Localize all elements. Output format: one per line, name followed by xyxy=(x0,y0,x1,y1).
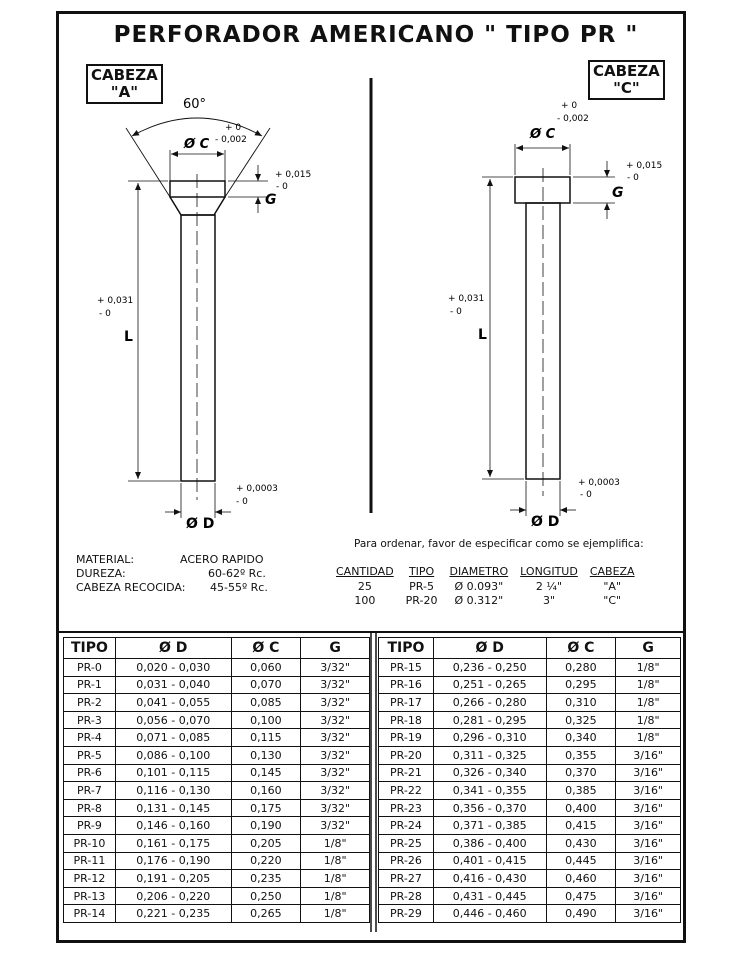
cell-diameter-d: 0,281 - 0,295 xyxy=(433,711,546,729)
cell-diameter-d: 0,236 - 0,250 xyxy=(433,659,546,677)
cell-tipo: PR-13 xyxy=(64,887,116,905)
cell-g: 3/16" xyxy=(616,852,681,870)
cell-tipo: PR-7 xyxy=(64,782,116,800)
cell-tipo: PR-11 xyxy=(64,852,116,870)
cell-g: 1/8" xyxy=(616,694,681,712)
g-label-a: G xyxy=(265,192,277,208)
dc-tol-minus-c: - 0,002 xyxy=(557,114,589,124)
cell-tipo: PR-3 xyxy=(64,711,116,729)
cell-g: 1/8" xyxy=(301,905,370,923)
cell-g: 1/8" xyxy=(301,870,370,888)
table-row xyxy=(379,711,681,729)
cell-diameter-c: 0,235 xyxy=(231,870,301,888)
head-c-type: "C" xyxy=(613,79,640,97)
table-row xyxy=(64,870,370,888)
dc-tol-plus-a: + 0 xyxy=(225,123,242,133)
angle-label: 60° xyxy=(183,97,207,112)
dd-tol-minus-a: - 0 xyxy=(236,497,248,507)
table-row xyxy=(64,729,370,747)
cell-g: 1/8" xyxy=(301,852,370,870)
table-row xyxy=(379,694,681,712)
cell-diameter-c: 0,490 xyxy=(546,905,616,923)
l-tol-plus-c: + 0,031 xyxy=(448,294,485,304)
cell-diameter-c: 0,265 xyxy=(231,905,301,923)
cell-tipo: PR-29 xyxy=(379,905,434,923)
table-row xyxy=(64,764,370,782)
cell-g: 1/8" xyxy=(301,887,370,905)
cell-g: 3/16" xyxy=(616,746,681,764)
cell-diameter-d: 0,206 - 0,220 xyxy=(115,887,231,905)
cell-diameter-c: 0,415 xyxy=(546,817,616,835)
cell-tipo: PR-16 xyxy=(379,676,434,694)
punch-head-c-drawing xyxy=(515,177,570,479)
cell-g: 3/16" xyxy=(616,782,681,800)
cell-g: 3/16" xyxy=(616,834,681,852)
header-diameter-d: Ø D xyxy=(115,638,231,659)
cell-diameter-d: 0,296 - 0,310 xyxy=(433,729,546,747)
cell-diameter-d: 0,311 - 0,325 xyxy=(433,746,546,764)
dd-tol-plus-c: + 0,0003 xyxy=(578,478,620,488)
order-cell: PR-5 xyxy=(409,579,434,593)
cell-diameter-c: 0,295 xyxy=(546,676,616,694)
g-label-c: G xyxy=(612,185,624,201)
l-tol-plus-a: + 0,031 xyxy=(97,296,134,306)
order-note: Para ordenar, favor de especificar como se ejemplifica: xyxy=(354,538,644,550)
cone-a-shape xyxy=(170,197,225,215)
cell-g: 3/32" xyxy=(301,729,370,747)
cell-diameter-c: 0,220 xyxy=(231,852,301,870)
cell-diameter-c: 0,430 xyxy=(546,834,616,852)
header-diameter-d: Ø D xyxy=(433,638,546,659)
header-g: G xyxy=(616,638,681,659)
angle-line-left xyxy=(126,128,170,197)
table-row xyxy=(64,676,370,694)
cell-tipo: PR-18 xyxy=(379,711,434,729)
cell-diameter-d: 0,356 - 0,370 xyxy=(433,799,546,817)
order-cell: 2 ¼" xyxy=(535,579,563,593)
table-row xyxy=(64,746,370,764)
table-row xyxy=(64,711,370,729)
cell-tipo: PR-25 xyxy=(379,834,434,852)
header-g: G xyxy=(301,638,370,659)
cell-diameter-c: 0,070 xyxy=(231,676,301,694)
head-c-shape xyxy=(515,177,570,203)
cell-diameter-c: 0,445 xyxy=(546,852,616,870)
cell-diameter-d: 0,161 - 0,175 xyxy=(115,834,231,852)
l-tol-minus-a: - 0 xyxy=(99,309,111,319)
table-row xyxy=(379,659,681,677)
g-tol-minus-c: - 0 xyxy=(627,173,639,183)
spec-table-right xyxy=(378,637,681,923)
g-tol-plus-a: + 0,015 xyxy=(275,170,312,180)
cell-tipo: PR-27 xyxy=(379,870,434,888)
cell-diameter-c: 0,160 xyxy=(231,782,301,800)
cell-diameter-c: 0,280 xyxy=(546,659,616,677)
head-c-label: CABEZA xyxy=(593,62,660,80)
cell-g: 3/32" xyxy=(301,694,370,712)
cell-tipo: PR-19 xyxy=(379,729,434,747)
dc-label-a: Ø C xyxy=(184,137,210,152)
dd-label-a: Ø D xyxy=(186,516,215,532)
table-row xyxy=(379,834,681,852)
cell-tipo: PR-22 xyxy=(379,782,434,800)
cell-g: 1/8" xyxy=(616,711,681,729)
head-a-type: "A" xyxy=(110,83,139,101)
cell-diameter-d: 0,056 - 0,070 xyxy=(115,711,231,729)
cell-diameter-c: 0,325 xyxy=(546,711,616,729)
head-a-shape xyxy=(170,181,225,197)
angle-arc xyxy=(132,118,262,136)
cell-tipo: PR-17 xyxy=(379,694,434,712)
table-row xyxy=(379,676,681,694)
cell-tipo: PR-12 xyxy=(64,870,116,888)
cell-tipo: PR-0 xyxy=(64,659,116,677)
cabeza-recocida-label: CABEZA RECOCIDA: xyxy=(76,581,186,594)
cell-diameter-c: 0,175 xyxy=(231,799,301,817)
table-row xyxy=(379,729,681,747)
cell-g: 1/8" xyxy=(301,834,370,852)
cell-diameter-d: 0,071 - 0,085 xyxy=(115,729,231,747)
header-diameter-c: Ø C xyxy=(231,638,301,659)
table-row xyxy=(64,694,370,712)
cell-diameter-d: 0,116 - 0,130 xyxy=(115,782,231,800)
cell-diameter-d: 0,020 - 0,030 xyxy=(115,659,231,677)
cell-diameter-c: 0,340 xyxy=(546,729,616,747)
g-tol-minus-a: - 0 xyxy=(276,182,288,192)
cell-g: 3/16" xyxy=(616,905,681,923)
table-row xyxy=(379,746,681,764)
cell-tipo: PR-23 xyxy=(379,799,434,817)
cell-tipo: PR-5 xyxy=(64,746,116,764)
table-row xyxy=(64,887,370,905)
material-label: MATERIAL: xyxy=(76,553,135,566)
table-row xyxy=(64,817,370,835)
cell-tipo: PR-2 xyxy=(64,694,116,712)
cell-diameter-d: 0,266 - 0,280 xyxy=(433,694,546,712)
cell-diameter-d: 0,251 - 0,265 xyxy=(433,676,546,694)
dd-tol-minus-c: - 0 xyxy=(580,490,592,500)
table-row xyxy=(379,852,681,870)
cell-g: 3/32" xyxy=(301,782,370,800)
dd-tol-plus-a: + 0,0003 xyxy=(236,484,278,494)
spec-table-left xyxy=(63,637,370,923)
cell-diameter-c: 0,250 xyxy=(231,887,301,905)
order-cell: "C" xyxy=(603,593,622,607)
dc-tol-minus-a: - 0,002 xyxy=(215,135,247,145)
cell-tipo: PR-9 xyxy=(64,817,116,835)
cell-diameter-d: 0,101 - 0,115 xyxy=(115,764,231,782)
cabeza-recocida-value: 45-55º Rc. xyxy=(210,581,268,594)
order-header-tipo: TIPO xyxy=(408,564,435,578)
cell-diameter-c: 0,370 xyxy=(546,764,616,782)
cell-g: 3/32" xyxy=(301,659,370,677)
order-cell: Ø 0.093" xyxy=(454,579,504,593)
order-cell: Ø 0.312" xyxy=(454,593,504,607)
order-header-cabeza: CABEZA xyxy=(589,564,635,578)
cell-g: 3/16" xyxy=(616,799,681,817)
l-label-c: L xyxy=(478,327,487,343)
cell-diameter-c: 0,460 xyxy=(546,870,616,888)
cell-g: 1/8" xyxy=(616,729,681,747)
cell-diameter-c: 0,475 xyxy=(546,887,616,905)
cell-g: 3/16" xyxy=(616,764,681,782)
cell-diameter-c: 0,130 xyxy=(231,746,301,764)
cell-diameter-c: 0,205 xyxy=(231,834,301,852)
header-diameter-c: Ø C xyxy=(546,638,616,659)
table-row xyxy=(379,799,681,817)
cell-diameter-d: 0,401 - 0,415 xyxy=(433,852,546,870)
head-a-label: CABEZA xyxy=(91,66,158,84)
cell-diameter-c: 0,085 xyxy=(231,694,301,712)
dd-label-c: Ø D xyxy=(531,514,560,530)
table-row xyxy=(64,799,370,817)
cell-diameter-c: 0,385 xyxy=(546,782,616,800)
cell-g: 3/32" xyxy=(301,746,370,764)
order-header-longitud: LONGITUD xyxy=(520,564,578,578)
cell-tipo: PR-15 xyxy=(379,659,434,677)
cell-tipo: PR-1 xyxy=(64,676,116,694)
order-header-diametro: DIAMETRO xyxy=(449,564,509,578)
table-row xyxy=(379,764,681,782)
g-tol-plus-c: + 0,015 xyxy=(626,161,663,171)
punch-head-a-drawing xyxy=(170,181,225,481)
table-row xyxy=(379,782,681,800)
table-row xyxy=(64,905,370,923)
cell-diameter-c: 0,115 xyxy=(231,729,301,747)
cell-diameter-c: 0,355 xyxy=(546,746,616,764)
order-cell: 3" xyxy=(542,593,556,607)
order-header-cantidad: CANTIDAD xyxy=(336,564,394,578)
cell-tipo: PR-20 xyxy=(379,746,434,764)
cell-diameter-d: 0,191 - 0,205 xyxy=(115,870,231,888)
cell-tipo: PR-6 xyxy=(64,764,116,782)
cell-g: 3/16" xyxy=(616,870,681,888)
cell-g: 3/32" xyxy=(301,711,370,729)
cell-tipo: PR-4 xyxy=(64,729,116,747)
cell-g: 1/8" xyxy=(616,676,681,694)
order-row xyxy=(330,593,641,607)
order-example-table xyxy=(330,563,641,607)
cell-diameter-c: 0,060 xyxy=(231,659,301,677)
order-cell: 100 xyxy=(354,593,376,607)
cell-diameter-d: 0,176 - 0,190 xyxy=(115,852,231,870)
cell-diameter-c: 0,100 xyxy=(231,711,301,729)
dureza-label: DUREZA: xyxy=(76,567,126,580)
cell-diameter-d: 0,326 - 0,340 xyxy=(433,764,546,782)
cell-tipo: PR-26 xyxy=(379,852,434,870)
table-row xyxy=(64,782,370,800)
cell-tipo: PR-8 xyxy=(64,799,116,817)
cell-diameter-d: 0,341 - 0,355 xyxy=(433,782,546,800)
cell-diameter-c: 0,145 xyxy=(231,764,301,782)
cell-diameter-d: 0,371 - 0,385 xyxy=(433,817,546,835)
cell-tipo: PR-24 xyxy=(379,817,434,835)
cell-tipo: PR-21 xyxy=(379,764,434,782)
cell-g: 3/32" xyxy=(301,764,370,782)
cell-diameter-d: 0,221 - 0,235 xyxy=(115,905,231,923)
dureza-value: 60-62º Rc. xyxy=(208,567,266,580)
table-row xyxy=(379,870,681,888)
cell-tipo: PR-28 xyxy=(379,887,434,905)
page-title: PERFORADOR AMERICANO " TIPO PR " xyxy=(113,22,639,48)
order-cell: PR-20 xyxy=(405,593,438,607)
cell-diameter-d: 0,146 - 0,160 xyxy=(115,817,231,835)
cell-diameter-c: 0,310 xyxy=(546,694,616,712)
order-cell: "A" xyxy=(603,579,622,593)
dc-label-c: Ø C xyxy=(530,127,556,142)
material-info xyxy=(76,553,268,595)
table-row xyxy=(379,905,681,923)
cell-g: 3/32" xyxy=(301,676,370,694)
cell-diameter-d: 0,386 - 0,400 xyxy=(433,834,546,852)
cell-tipo: PR-14 xyxy=(64,905,116,923)
shank-a-shape xyxy=(181,215,215,481)
cell-diameter-c: 0,190 xyxy=(231,817,301,835)
material-value: ACERO RAPIDO xyxy=(180,553,264,566)
cell-diameter-d: 0,131 - 0,145 xyxy=(115,799,231,817)
cell-tipo: PR-10 xyxy=(64,834,116,852)
l-tol-minus-c: - 0 xyxy=(450,307,462,317)
header-tipo: TIPO xyxy=(64,638,116,659)
cell-diameter-d: 0,031 - 0,040 xyxy=(115,676,231,694)
cell-diameter-d: 0,416 - 0,430 xyxy=(433,870,546,888)
table-row xyxy=(64,852,370,870)
header-tipo: TIPO xyxy=(379,638,434,659)
cell-diameter-d: 0,086 - 0,100 xyxy=(115,746,231,764)
cell-diameter-d: 0,431 - 0,445 xyxy=(433,887,546,905)
l-label-a: L xyxy=(124,329,133,345)
cell-g: 3/32" xyxy=(301,817,370,835)
table-row xyxy=(64,659,370,677)
table-row xyxy=(64,834,370,852)
cell-diameter-d: 0,041 - 0,055 xyxy=(115,694,231,712)
cell-diameter-d: 0,446 - 0,460 xyxy=(433,905,546,923)
order-cell: 25 xyxy=(357,579,372,593)
cell-g: 3/16" xyxy=(616,887,681,905)
cell-g: 3/16" xyxy=(616,817,681,835)
cell-diameter-c: 0,400 xyxy=(546,799,616,817)
cell-g: 1/8" xyxy=(616,659,681,677)
table-row xyxy=(379,817,681,835)
cell-g: 3/32" xyxy=(301,799,370,817)
dc-tol-plus-c: + 0 xyxy=(561,101,578,111)
order-row xyxy=(330,579,641,593)
table-row xyxy=(379,887,681,905)
